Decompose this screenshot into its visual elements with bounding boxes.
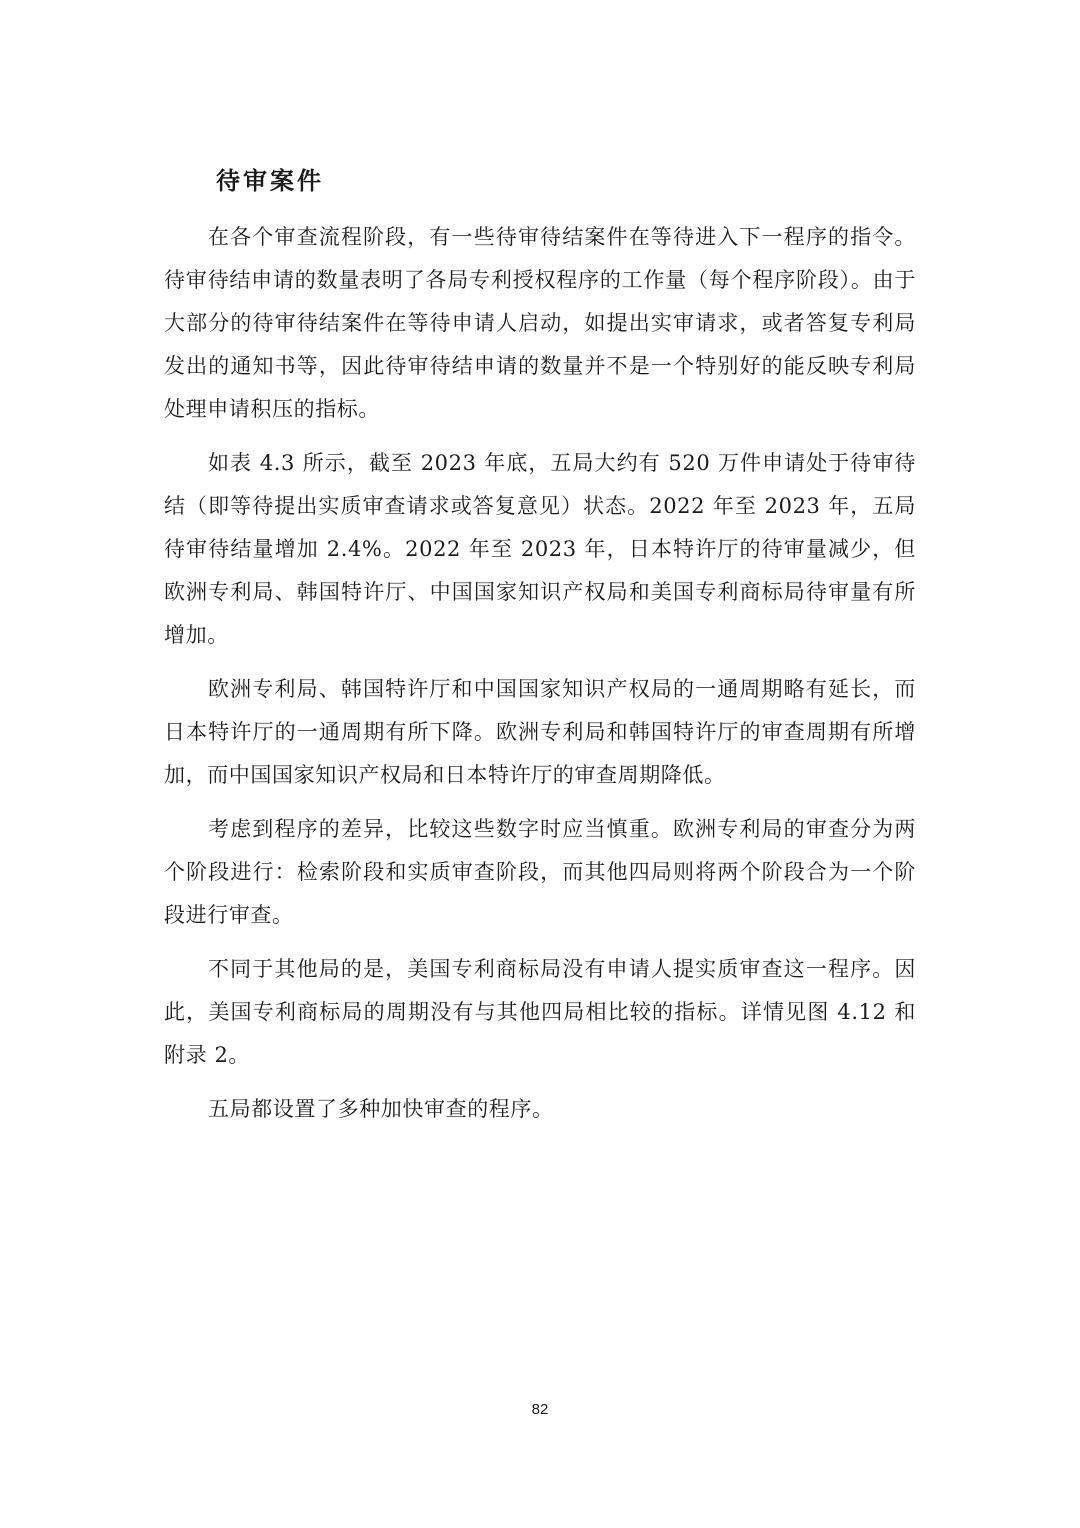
- page-number: 82: [531, 1401, 549, 1418]
- paragraph-1: 在各个审查流程阶段，有一些待审待结案件在等待进入下一程序的指令。待审待结申请的数量表明了各局专利授权程序的工作量（每个程序阶段）。由于大部分的待审待结案件在等待申请人启动，如提出实审请求，或者答复专利局发出的通知书等，因此待审待结申请的数量并不是一个特别好的能反映专利局处理申请积压的指标。: [164, 225, 916, 421]
- section-heading: 待审案件: [216, 166, 324, 195]
- paragraph-4: 考虑到程序的差异，比较这些数字时应当慎重。欧洲专利局的审查分为两个阶段进行：检索阶段和实质审查阶段，而其他四局则将两个阶段合为一个阶段进行审查。: [164, 817, 916, 927]
- paragraph-5: 不同于其他局的是，美国专利商标局没有申请人提实质审查这一程序。因此，美国专利商标局的周期没有与其他四局相比较的指标。详情见图 4.12 和附录 2。: [164, 957, 916, 1067]
- paragraph-3: 欧洲专利局、韩国特许厅和中国国家知识产权局的一通周期略有延长，而日本特许厅的一通周期有所下降。欧洲专利局和韩国特许厅的审查周期有所增加，而中国国家知识产权局和日本特许厅的审查周期降低。: [164, 677, 916, 787]
- body-text: [164, 216, 916, 1142]
- paragraph-6: 五局都设置了多种加快审查的程序。: [208, 1097, 554, 1121]
- paragraph-2: 如表 4.3 所示，截至 2023 年底，五局大约有 520 万件申请处于待审待结（即等待提出实质审查请求或答复意见）状态。2022 年至 2023 年，五局待审待结量增加 2.4%。2022 年至 2023 年，日本特许厅的待审量减少，但欧洲专利局、韩国特许厅、中国国家知识产权局和美国专利商标局待审量有所增加。: [164, 451, 916, 647]
